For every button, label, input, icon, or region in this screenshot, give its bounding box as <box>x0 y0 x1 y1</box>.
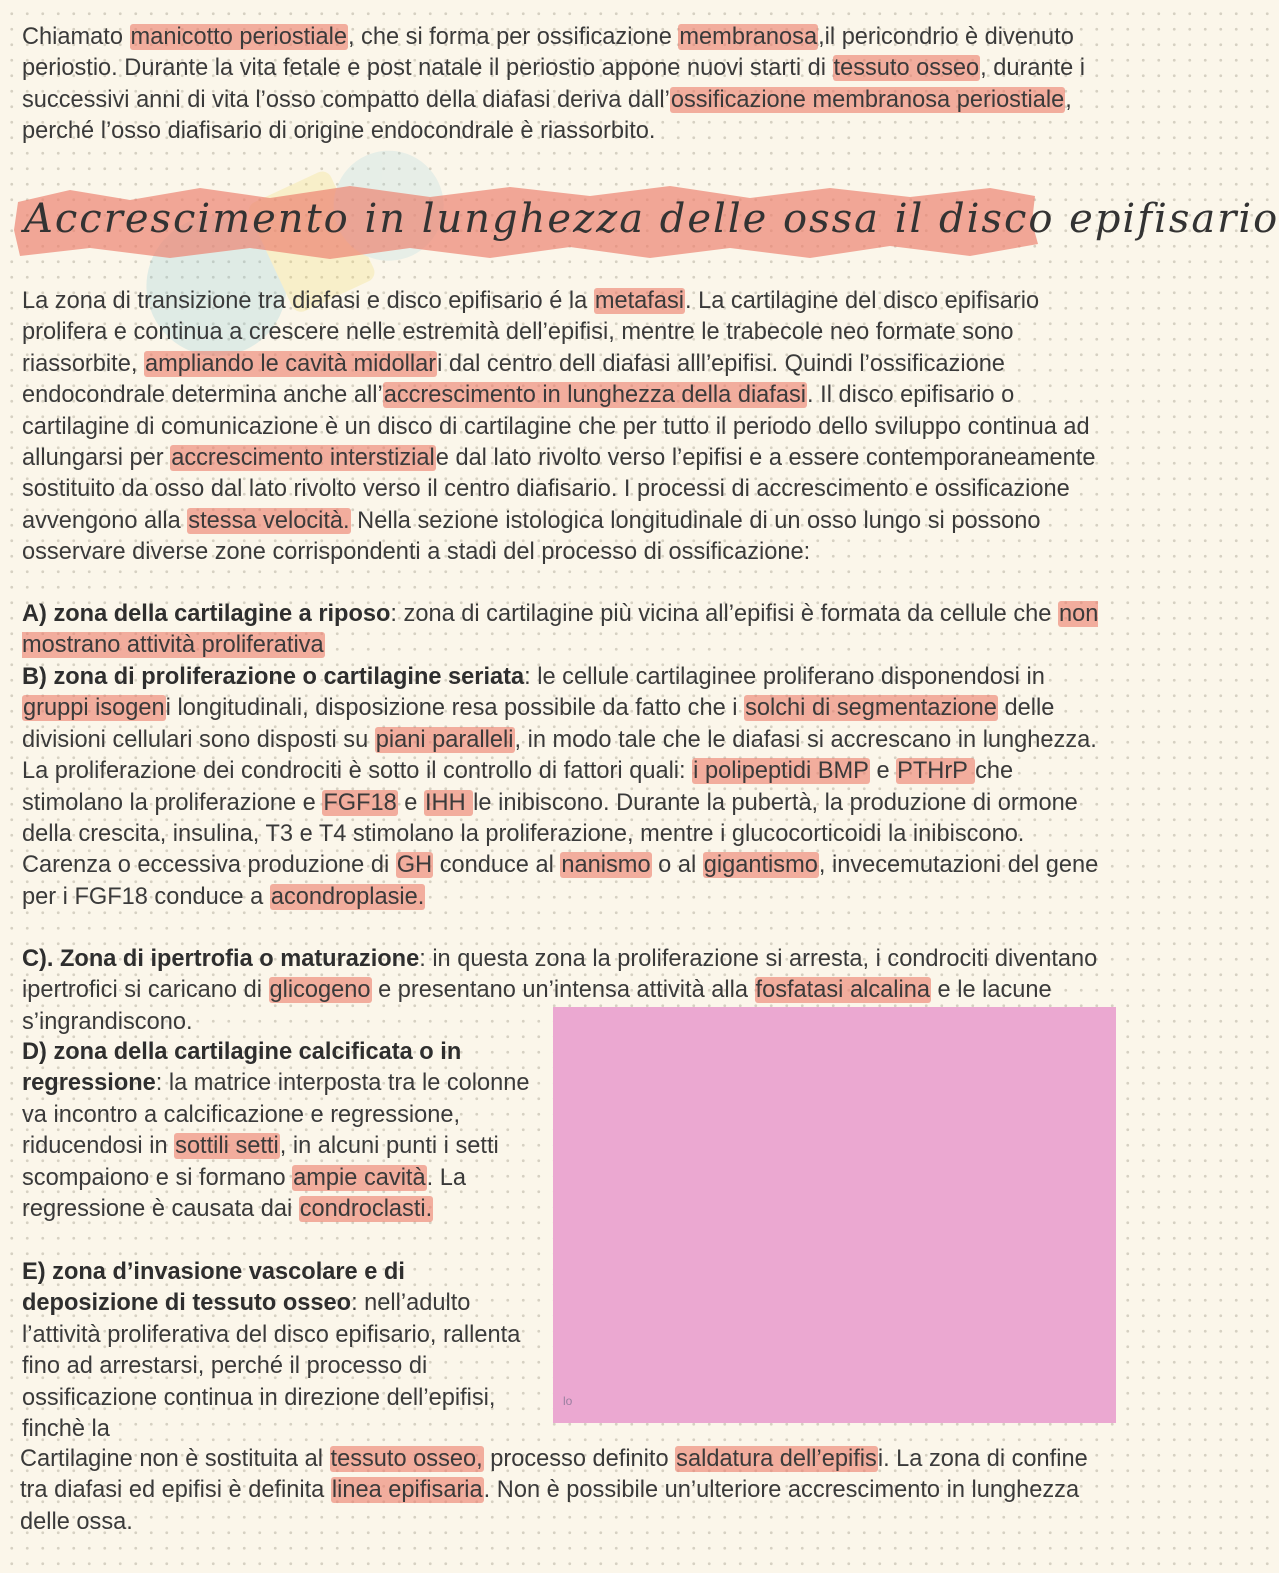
zone-c-label: C). Zona di ipertrofia o maturazione <box>22 946 420 972</box>
metafasi-paragraph: La zona di transizione tra diafasi e disco epifisario é la metafasi. La cartilagine del disco epifisario prolifera e continua a crescere nelle estremità dell’epifisi, mentre le trabecole neo formate sono riassorbite, ampliando le cavità midollari dal centro dell diafasi alll’epifisi. Quindi l’ossificazione endocondrale determina anche all’accrescimento in lunghezza della diafasi. Il disco epifisario o cartilagine di comunicazione è un disco di cartilagine che per tutto il periodo dello sviluppo continua ad allungarsi per accrescimento interstiziale dal lato rivolto verso l’epifisi e a essere contemporaneamente sostituito da osso dal lato rivolto verso il centro diafisario. I processi di accrescimento e ossificazione avvengono alla stessa velocità. Nella sezione istologica longitudinale di un osso lungo si possono osservare diverse zone corrispondenti a stadi del processo di ossificazione: <box>22 288 1096 566</box>
image-placeholder <box>553 1007 1116 1423</box>
image-placeholder-label: lo <box>563 1394 573 1408</box>
zone-d-paragraph: D) zona della cartilagine calcificata o in regressione: la matrice interposta tra le colonne va incontro a calcificazione e regressione, riducendosi in sottili setti, in alcuni punti i setti scompaiono e si formano ampie cavità. La regressione è causata dai condroclasti. <box>22 1039 530 1223</box>
zone-d-label: D) zona della cartilagine calcificata o in regressione <box>22 1039 462 1097</box>
section-heading <box>10 182 1279 262</box>
zone-a-label: A) zona della cartilagine a riposo <box>22 601 391 627</box>
zone-b-paragraph: B) zona di proliferazione o cartilagine seriata: le cellule cartilaginee proliferano disponendosi in gruppi isogeni longitudinali, disposizione resa possibile da fatto che i solchi di segmentazione delle divisioni cellulari sono disposti su piani paralleli, in modo tale che le diafasi si accrescano in lunghezza. La proliferazione dei condrociti è sotto il controllo di fattori quali: i polipeptidi BMP e PTHrP che stimolano la proliferazione e FGF18 e IHH le inibiscono. Durante la pubertà, la produzione di ormone della crescita, insulina, T3 e T4 stimolano la proliferazione, mentre i glucocorticoidi la inibiscono. Carenza o eccessiva produzione di GH conduce al nanismo o al gigantismo, invecemutazioni del gene per i FGF18 conduce a acondroplasie. <box>22 664 1099 910</box>
zone-e-label: E) zona d’invasione vascolare e di deposizione di tessuto osseo <box>22 1259 405 1317</box>
intro-paragraph: Chiamato manicotto periostiale, che si forma per ossificazione membranosa,il pericondrio è divenuto periostio. Durante la vita fetale e post natale il periostio appone nuovi starti di tessuto osseo, durante i successivi anni di vita l’osso compatto della diafasi deriva dall’ossificazione membranosa periostiale, perché l’osso diafisario di origine endocondrale è riassorbito. <box>22 24 1086 145</box>
zone-a-paragraph: A) zona della cartilagine a riposo: zona di cartilagine più vicina all’epifisi è formata da cellule che non mostrano attività proliferativa <box>22 601 1099 659</box>
heading-text: Accrescimento in lunghezza delle ossa il disco epifisario <box>24 196 1279 242</box>
final-paragraph: Cartilagine non è sostituita al tessuto osseo, processo definito saldatura dell’epifisi. La zona di confine tra diafasi ed epifisi è definita linea epifisaria. Non è possibile un’ulteriore accrescimento in lunghezza delle ossa. <box>20 1446 1088 1535</box>
zone-b-label: B) zona di proliferazione o cartilagine seriata <box>22 664 525 690</box>
zone-c-paragraph: C). Zona di ipertrofia o maturazione: in questa zona la proliferazione si arresta, i condrociti diventano ipertrofici si caricano di glicogeno e presentano un’intensa attività alla fosfatasi alcalina e le lacune s’ingrandiscono. <box>22 946 1098 1035</box>
zone-e-paragraph: E) zona d’invasione vascolare e di deposizione di tessuto osseo: nell’adulto l’attività proliferativa del disco epifisario, rallenta fino ad arrestarsi, perché il processo di ossificazione continua in direzione dell’epifisi, finchè la <box>22 1259 521 1443</box>
